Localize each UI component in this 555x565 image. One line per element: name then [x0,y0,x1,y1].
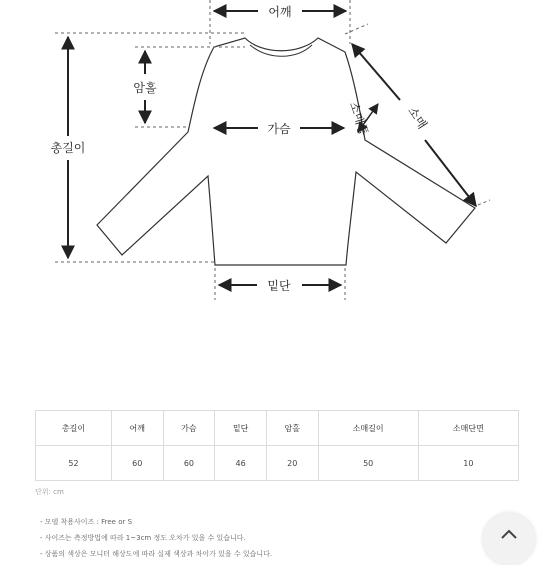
header-total-length: 총길이 [36,411,112,446]
value-sleeve-length: 50 [318,446,418,481]
header-chest: 가슴 [163,411,215,446]
hem-label: 밑단 [267,279,291,293]
note-model-size: - 모델 착용사이즈 : Free or S [40,518,133,526]
header-sleeve-length: 소매길이 [318,411,418,446]
garment-outline [97,38,475,265]
armhole-label: 암홀 [133,81,157,95]
note-size-tolerance: - 사이즈는 측정방법에 따라 1~3cm 정도 오차가 있을 수 있습니다. [40,534,246,542]
chevron-up-icon [499,527,519,541]
note-color-difference: - 상품의 색상은 모니터 해상도에 따라 실제 색상과 차이가 있을 수 있습니다. [40,550,273,558]
value-shoulder: 60 [111,446,163,481]
size-table-value-row [36,446,519,481]
header-sleeve-opening: 소매단면 [418,411,518,446]
header-hem: 밑단 [215,411,267,446]
value-sleeve-opening: 10 [418,446,518,481]
total-length-label: 총길이 [50,141,86,155]
value-total-length: 52 [36,446,112,481]
value-armhole: 20 [266,446,318,481]
scroll-top-button[interactable] [483,513,535,565]
header-shoulder: 어깨 [111,411,163,446]
unit-text: 단위: cm [35,488,64,496]
value-chest: 60 [163,446,215,481]
sleeve-label: 소매 [405,104,430,132]
sleeve-width-label: 소매통 [346,100,371,138]
value-hem: 46 [215,446,267,481]
shoulder-label: 어깨 [268,5,292,19]
header-armhole: 암홀 [266,411,318,446]
size-table-header-row [36,411,519,446]
chest-label: 가슴 [267,122,291,136]
size-table [35,410,519,481]
